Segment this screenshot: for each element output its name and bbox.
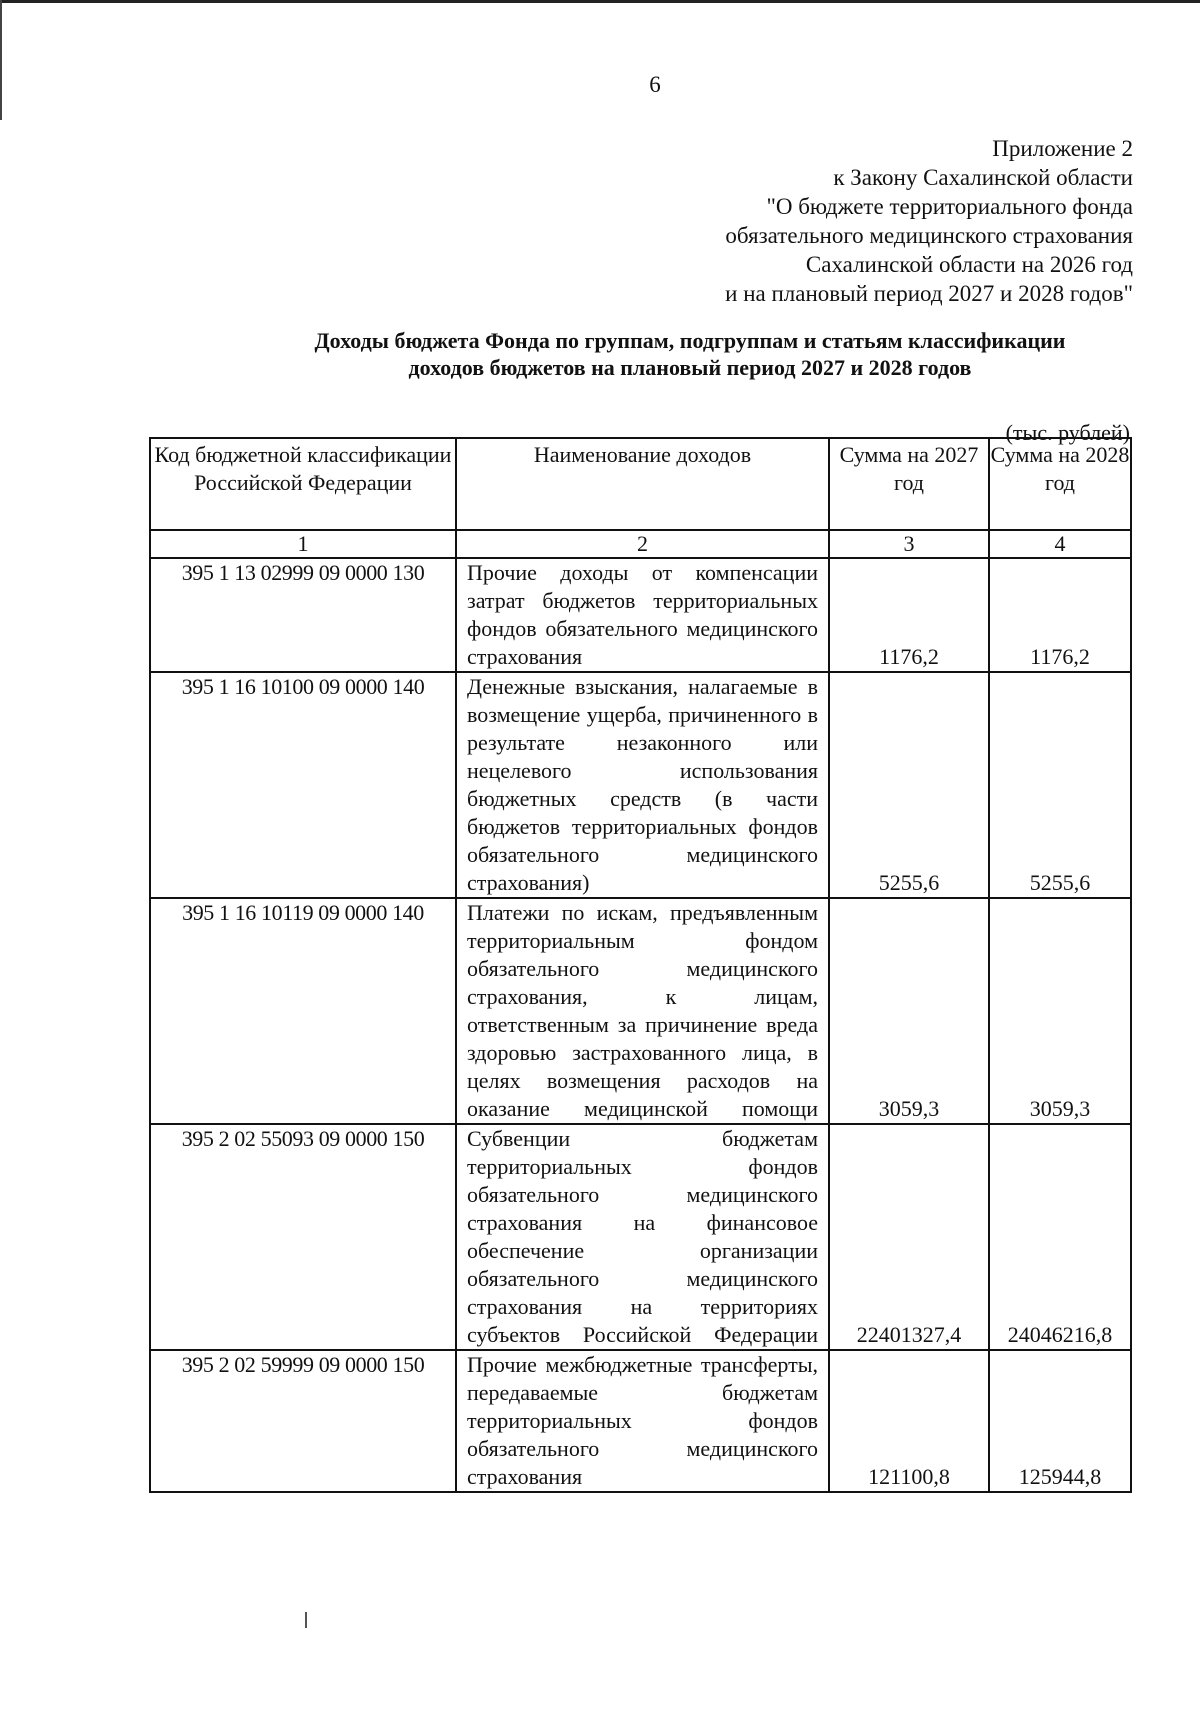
appendix-line: Приложение 2 (992, 136, 1133, 161)
revenue-table-wrapper (149, 437, 1132, 1493)
table-row (150, 558, 1131, 672)
row-code: 395 2 02 55093 09 0000 150 (150, 1124, 456, 1350)
page-top-edge (0, 0, 1200, 3)
row-name: Субвенции бюджетам территориальных фондов обязательного медицинского страхования на финансовое обеспечение организации обязательного медицинского страхования на территориях субъектов Российской Федерации (456, 1124, 829, 1350)
header-sum-2028: Сумма на 2028 год (989, 438, 1131, 530)
table-row (150, 898, 1131, 1124)
row-sum-2027: 5255,6 (829, 672, 989, 898)
row-sum-2028: 5255,6 (989, 672, 1131, 898)
appendix-line: Сахалинской области на 2026 год (805, 252, 1133, 277)
header-code: Код бюджетной классификации Российской Федерации (150, 438, 456, 530)
document-title-line: доходов бюджетов на плановый период 2027 и 2028 годов (408, 355, 972, 380)
row-name: Платежи по искам, предъявленным территориальным фондом обязательного медицинского страхования, к лицам, ответственным за причинение вреда здоровью застрахованного лица, в целях возмещения расходов на оказание медицинской помощи (456, 898, 829, 1124)
appendix-block (725, 134, 1133, 308)
row-sum-2027: 121100,8 (829, 1350, 989, 1492)
scan-mark (305, 1612, 307, 1628)
column-number-row (150, 530, 1131, 558)
row-sum-2027: 3059,3 (829, 898, 989, 1124)
column-number: 1 (150, 530, 456, 558)
units-label: (тыс. рублей) (1005, 420, 1130, 445)
row-code: 395 1 16 10119 09 0000 140 (150, 898, 456, 1124)
table-row (150, 1124, 1131, 1350)
row-code: 395 2 02 59999 09 0000 150 (150, 1350, 456, 1492)
row-sum-2028: 3059,3 (989, 898, 1131, 1124)
row-sum-2028: 125944,8 (989, 1350, 1131, 1492)
header-name: Наименование доходов (456, 438, 829, 530)
row-code: 395 1 13 02999 09 0000 130 (150, 558, 456, 672)
column-number: 2 (456, 530, 829, 558)
column-number: 4 (989, 530, 1131, 558)
row-sum-2028: 24046216,8 (989, 1124, 1131, 1350)
column-number: 3 (829, 530, 989, 558)
row-sum-2027: 1176,2 (829, 558, 989, 672)
row-code: 395 1 16 10100 09 0000 140 (150, 672, 456, 898)
appendix-line: и на плановый период 2027 и 2028 годов" (725, 281, 1133, 306)
table-row (150, 1350, 1131, 1492)
page-left-edge (0, 0, 2, 120)
row-name: Денежные взыскания, налагаемые в возмещение ущерба, причиненного в результате незаконного или нецелевого использования бюджетных средств (в части бюджетов территориальных фондов обязательного медицинского страхования) (456, 672, 829, 898)
row-sum-2027: 22401327,4 (829, 1124, 989, 1350)
document-title-line: Доходы бюджета Фонда по группам, подгруппам и статьям классификации (314, 328, 1066, 353)
table-row (150, 672, 1131, 898)
header-sum-2027: Сумма на 2027 год (829, 438, 989, 530)
page-number: 6 (649, 72, 661, 97)
row-sum-2028: 1176,2 (989, 558, 1131, 672)
appendix-line: обязательного медицинского страхования (725, 223, 1133, 248)
row-name: Прочие межбюджетные трансферты, передаваемые бюджетам территориальных фондов обязательного медицинского страхования (456, 1350, 829, 1492)
row-name: Прочие доходы от компенсации затрат бюджетов территориальных фондов обязательного медицинского страхования (456, 558, 829, 672)
document-title (230, 327, 1150, 381)
appendix-line: "О бюджете территориального фонда (766, 194, 1133, 219)
appendix-line: к Закону Сахалинской области (833, 165, 1133, 190)
table-header-row (150, 438, 1131, 530)
revenue-table (149, 437, 1132, 1493)
